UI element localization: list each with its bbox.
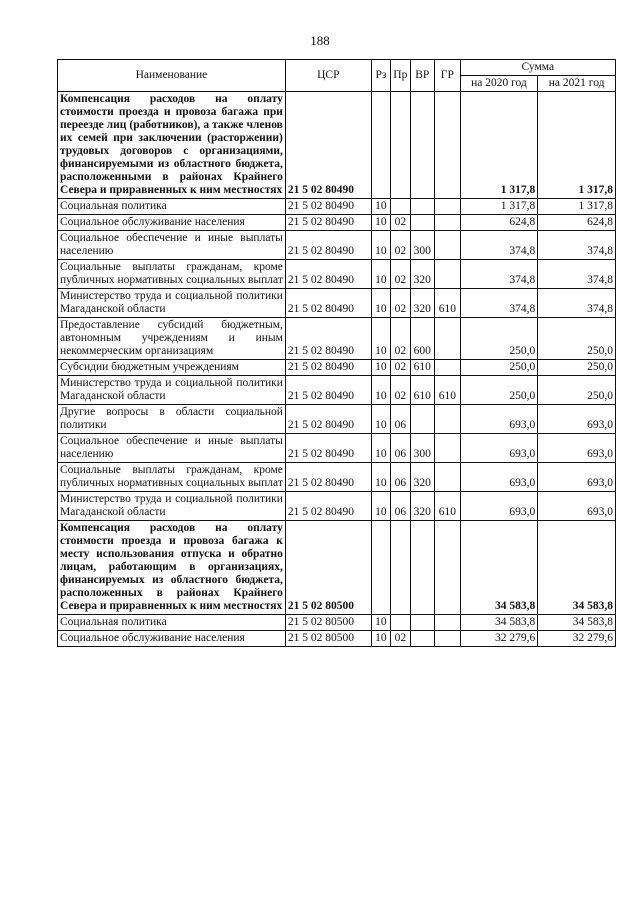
cell-name: Социальные выплаты гражданам, кроме публичных нормативных социальных выплат	[58, 463, 286, 492]
cell-vr	[410, 405, 435, 434]
cell-sum-2020: 693,0	[460, 434, 538, 463]
cell-sum-2021: 693,0	[538, 434, 616, 463]
cell-name: Министерство труда и социальной политики Магаданской области	[58, 376, 286, 405]
cell-pr: 02	[391, 231, 410, 260]
cell-sum-2020: 32 279,6	[460, 631, 538, 647]
cell-name: Социальное обеспечение и иные выплаты населению	[58, 434, 286, 463]
cell-vr: 610	[410, 376, 435, 405]
cell-vr: 320	[410, 463, 435, 492]
table-row	[58, 289, 616, 318]
cell-sum-2020: 624,8	[460, 215, 538, 231]
cell-csr: 21 5 02 80490	[285, 289, 371, 318]
cell-pr	[391, 615, 410, 631]
cell-sum-2021: 693,0	[538, 463, 616, 492]
cell-name: Социальная политика	[58, 199, 286, 215]
cell-pr: 06	[391, 463, 410, 492]
cell-sum-2020: 34 583,8	[460, 521, 538, 615]
cell-csr: 21 5 02 80490	[285, 260, 371, 289]
cell-gr	[435, 615, 461, 631]
cell-vr	[410, 631, 435, 647]
table-row	[58, 92, 616, 199]
cell-csr: 21 5 02 80500	[285, 631, 371, 647]
cell-rz	[371, 92, 390, 199]
header-gr: ГР	[435, 60, 461, 92]
cell-csr: 21 5 02 80490	[285, 405, 371, 434]
cell-rz: 10	[371, 260, 390, 289]
cell-sum-2020: 1 317,8	[460, 92, 538, 199]
cell-sum-2021: 32 279,6	[538, 631, 616, 647]
cell-sum-2021: 250,0	[538, 318, 616, 360]
table-row	[58, 615, 616, 631]
cell-rz: 10	[371, 631, 390, 647]
cell-sum-2020: 374,8	[460, 231, 538, 260]
cell-sum-2021: 250,0	[538, 360, 616, 376]
cell-sum-2021: 1 317,8	[538, 199, 616, 215]
cell-gr	[435, 231, 461, 260]
cell-pr	[391, 199, 410, 215]
cell-csr: 21 5 02 80490	[285, 92, 371, 199]
table-row	[58, 434, 616, 463]
table-row	[58, 521, 616, 615]
cell-pr: 06	[391, 405, 410, 434]
header-rz: Рз	[371, 60, 390, 92]
cell-pr	[391, 92, 410, 199]
cell-sum-2020: 1 317,8	[460, 199, 538, 215]
cell-name: Социальная политика	[58, 615, 286, 631]
cell-csr: 21 5 02 80490	[285, 434, 371, 463]
cell-gr: 610	[435, 376, 461, 405]
cell-pr: 02	[391, 260, 410, 289]
cell-rz: 10	[371, 615, 390, 631]
cell-sum-2021: 34 583,8	[538, 521, 616, 615]
cell-vr	[410, 521, 435, 615]
table-row	[58, 376, 616, 405]
cell-rz: 10	[371, 434, 390, 463]
cell-vr: 320	[410, 492, 435, 521]
cell-sum-2020: 693,0	[460, 463, 538, 492]
table-row	[58, 492, 616, 521]
table-row	[58, 631, 616, 647]
cell-rz	[371, 521, 390, 615]
cell-name: Компенсация расходов на оплату стоимости проезда и провоза багажа к месту использования отпуска и обратно лицам, работающим в организациях, финансируемых из областного бюджета, расположенных в районах Крайнего Севера и приравненных к ним местностях	[58, 521, 286, 615]
cell-gr: 610	[435, 492, 461, 521]
cell-gr	[435, 318, 461, 360]
cell-csr: 21 5 02 80490	[285, 492, 371, 521]
header-year-2021: на 2021 год	[538, 76, 616, 92]
cell-csr: 21 5 02 80500	[285, 615, 371, 631]
cell-csr: 21 5 02 80490	[285, 360, 371, 376]
cell-rz: 10	[371, 215, 390, 231]
cell-name: Другие вопросы в области социальной политики	[58, 405, 286, 434]
cell-vr: 320	[410, 260, 435, 289]
cell-vr: 300	[410, 434, 435, 463]
cell-pr: 06	[391, 492, 410, 521]
header-vr: ВР	[410, 60, 435, 92]
cell-sum-2021: 1 317,8	[538, 92, 616, 199]
cell-vr	[410, 615, 435, 631]
cell-sum-2020: 374,8	[460, 260, 538, 289]
cell-rz: 10	[371, 199, 390, 215]
cell-sum-2021: 374,8	[538, 289, 616, 318]
header-sum: Сумма	[460, 60, 615, 76]
cell-gr	[435, 199, 461, 215]
page-number: 188	[310, 33, 330, 48]
cell-name: Министерство труда и социальной политики Магаданской области	[58, 289, 286, 318]
cell-csr: 21 5 02 80490	[285, 376, 371, 405]
cell-vr	[410, 215, 435, 231]
cell-name: Социальное обслуживание населения	[58, 631, 286, 647]
cell-pr: 02	[391, 360, 410, 376]
cell-rz: 10	[371, 231, 390, 260]
cell-csr: 21 5 02 80490	[285, 463, 371, 492]
cell-gr	[435, 434, 461, 463]
cell-sum-2020: 374,8	[460, 289, 538, 318]
cell-pr: 02	[391, 318, 410, 360]
cell-gr	[435, 405, 461, 434]
cell-name: Социальное обслуживание населения	[58, 215, 286, 231]
cell-rz: 10	[371, 376, 390, 405]
cell-csr: 21 5 02 80490	[285, 215, 371, 231]
table-row	[58, 199, 616, 215]
cell-pr: 02	[391, 376, 410, 405]
cell-pr	[391, 521, 410, 615]
cell-rz: 10	[371, 318, 390, 360]
cell-csr: 21 5 02 80490	[285, 231, 371, 260]
header-pr: Пр	[391, 60, 410, 92]
cell-name: Предоставление субсидий бюджетным, автономным учреждениям и иным некоммерческим организациям	[58, 318, 286, 360]
cell-rz: 10	[371, 463, 390, 492]
cell-csr: 21 5 02 80500	[285, 521, 371, 615]
cell-sum-2020: 250,0	[460, 318, 538, 360]
cell-pr: 02	[391, 215, 410, 231]
header-year-2020: на 2020 год	[460, 76, 538, 92]
cell-sum-2020: 250,0	[460, 376, 538, 405]
budget-table	[57, 59, 616, 647]
cell-sum-2021: 693,0	[538, 405, 616, 434]
cell-sum-2020: 693,0	[460, 405, 538, 434]
table-row	[58, 405, 616, 434]
cell-name: Социальное обеспечение и иные выплаты населению	[58, 231, 286, 260]
cell-sum-2021: 624,8	[538, 215, 616, 231]
cell-gr	[435, 521, 461, 615]
cell-gr	[435, 92, 461, 199]
cell-rz: 10	[371, 289, 390, 318]
table-row	[58, 260, 616, 289]
cell-sum-2021: 693,0	[538, 492, 616, 521]
cell-rz: 10	[371, 360, 390, 376]
cell-gr	[435, 631, 461, 647]
cell-rz: 10	[371, 492, 390, 521]
table-row	[58, 318, 616, 360]
cell-sum-2021: 34 583,8	[538, 615, 616, 631]
cell-csr: 21 5 02 80490	[285, 199, 371, 215]
cell-gr	[435, 215, 461, 231]
cell-name: Социальные выплаты гражданам, кроме публичных нормативных социальных выплат	[58, 260, 286, 289]
cell-vr	[410, 199, 435, 215]
header-csr: ЦСР	[285, 60, 371, 92]
cell-sum-2020: 250,0	[460, 360, 538, 376]
cell-rz: 10	[371, 405, 390, 434]
table-row	[58, 215, 616, 231]
cell-pr: 02	[391, 289, 410, 318]
cell-name: Министерство труда и социальной политики Магаданской области	[58, 492, 286, 521]
cell-vr: 610	[410, 360, 435, 376]
cell-vr: 320	[410, 289, 435, 318]
table-body	[58, 92, 616, 647]
cell-gr: 610	[435, 289, 461, 318]
cell-sum-2020: 34 583,8	[460, 615, 538, 631]
cell-gr	[435, 463, 461, 492]
cell-sum-2021: 250,0	[538, 376, 616, 405]
cell-vr: 600	[410, 318, 435, 360]
cell-name: Компенсация расходов на оплату стоимости проезда и провоза багажа при переезде лиц (работников), а также членов их семей при заключении (расторжении) трудовых договоров с организациями, финансируемыми из областного бюджета, расположенными в районах Крайнего Севера и приравненных к ним местностях	[58, 92, 286, 199]
cell-gr	[435, 260, 461, 289]
table-row	[58, 231, 616, 260]
cell-sum-2020: 693,0	[460, 492, 538, 521]
cell-sum-2021: 374,8	[538, 260, 616, 289]
cell-vr: 300	[410, 231, 435, 260]
cell-pr: 02	[391, 631, 410, 647]
cell-sum-2021: 374,8	[538, 231, 616, 260]
cell-pr: 06	[391, 434, 410, 463]
cell-vr	[410, 92, 435, 199]
cell-gr	[435, 360, 461, 376]
cell-name: Субсидии бюджетным учреждениям	[58, 360, 286, 376]
cell-csr: 21 5 02 80490	[285, 318, 371, 360]
table-row	[58, 463, 616, 492]
header-name: Наименование	[58, 60, 286, 92]
table-row	[58, 360, 616, 376]
